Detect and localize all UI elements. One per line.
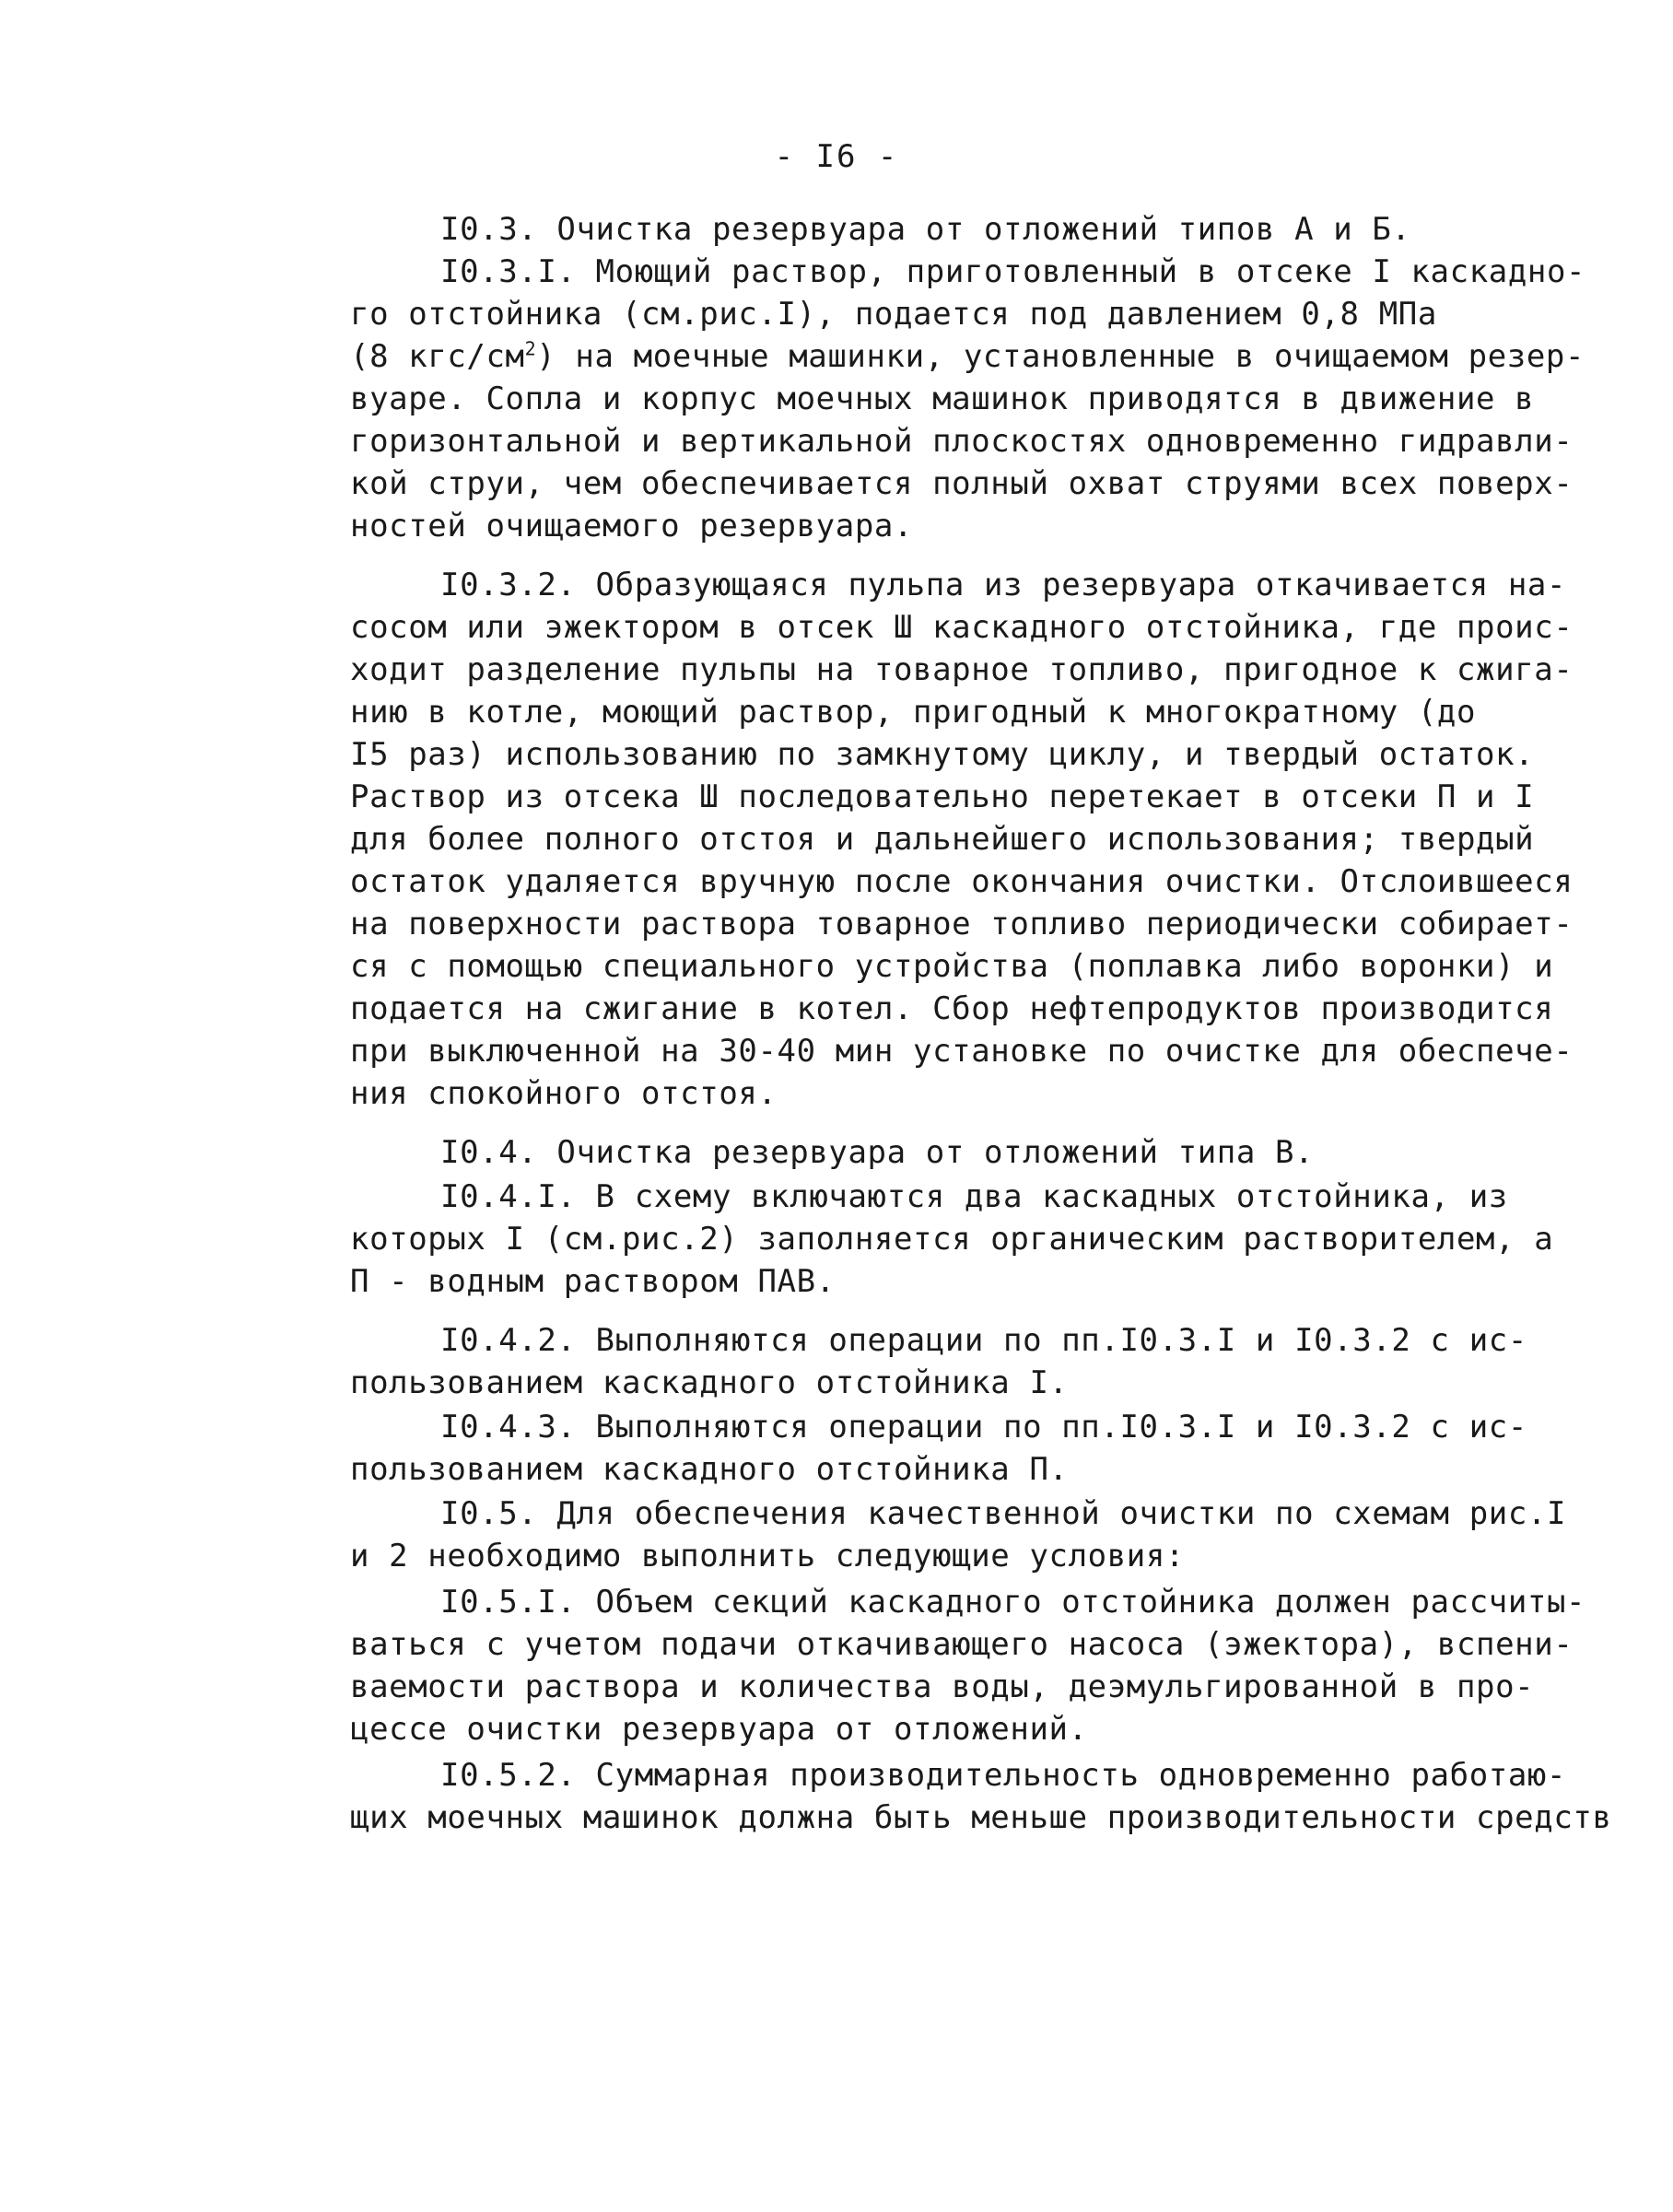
paragraph-line: ния спокойного отстоя. xyxy=(350,1075,778,1112)
paragraph-line: П - водным раствором ПАВ. xyxy=(350,1263,836,1300)
paragraph-line: ваемости раствора и количества воды, деэмульгированной в про- xyxy=(350,1668,1535,1705)
paragraph-line: пользованием каскадного отстойника П. xyxy=(350,1451,1069,1488)
paragraph-line: I0.5.I. Объем секций каскадного отстойника должен рассчиты- xyxy=(440,1584,1586,1621)
paragraph-line: I0.4.I. В схему включаются два каскадных отстойника, из xyxy=(440,1178,1508,1215)
paragraph-line: горизонтальной и вертикальной плоскостях одновременно гидравли- xyxy=(350,423,1574,460)
paragraph-line: I5 раз) использованию по замкнутому циклу, и твердый остаток. xyxy=(350,736,1535,773)
paragraph-line: ходит разделение пульпы на товарное топливо, пригодное к сжига- xyxy=(350,651,1574,688)
paragraph-line: I0.4.3. Выполняются операции по пп.I0.3.I и I0.3.2 с ис- xyxy=(440,1409,1527,1445)
paragraph-line: нию в котле, моющий раствор, пригодный к многократному (до xyxy=(350,694,1477,731)
section-heading-10-3: I0.3. Очистка резервуара от отложений типов А и Б. xyxy=(440,211,1411,248)
paragraph-line: вуаре. Сопла и корпус моечных машинок приводятся в движение в xyxy=(350,380,1535,417)
page-number: - I6 - xyxy=(774,138,899,175)
paragraph-line: при выключенной на 30-40 мин установке по очистке для обеспече- xyxy=(350,1033,1574,1070)
paragraph-line: ся с помощью специального устройства (поплавка либо воронки) и xyxy=(350,948,1554,985)
paragraph-line: остаток удаляется вручную после окончания очистки. Отслоившееся xyxy=(350,863,1574,900)
paragraph-line: подается на сжигание в котел. Сбор нефтепродуктов производится xyxy=(350,990,1554,1027)
paragraph-line: I0.5.2. Суммарная производительность одновременно работаю- xyxy=(440,1757,1567,1794)
paragraph-line: I0.3.I. Моющий раствор, приготовленный в отсеке I каскадно- xyxy=(440,253,1586,290)
paragraph-line: го отстойника (см.рис.I), подается под давлением 0,8 МПа xyxy=(350,296,1437,333)
paragraph-line: для более полного отстоя и дальнейшего использования; твердый xyxy=(350,821,1535,858)
paragraph-line: кой струи, чем обеспечивается полный охват струями всех поверх- xyxy=(350,465,1574,502)
paragraph-line: сосом или эжектором в отсек Ш каскадного отстойника, где проис- xyxy=(350,609,1574,646)
paragraph-line: цессе очистки резервуара от отложений. xyxy=(350,1711,1088,1748)
paragraph-line: щих моечных машинок должна быть меньше производительности средств xyxy=(350,1799,1612,1836)
paragraph-line: на поверхности раствора товарное топливо периодически собирает- xyxy=(350,906,1574,942)
section-heading-10-5: I0.5. Для обеспечения качественной очистки по схемам рис.I xyxy=(440,1495,1567,1532)
superscript: 2 xyxy=(524,337,537,360)
line-text: (8 кгс/см xyxy=(350,338,525,375)
paragraph-line: I0.3.2. Образующаяся пульпа из резервуара откачивается на- xyxy=(440,567,1567,603)
section-heading-10-4: I0.4. Очистка резервуара от отложений типа В. xyxy=(440,1134,1315,1171)
paragraph-line: ваться с учетом подачи откачивающего насоса (эжектора), вспени- xyxy=(350,1626,1574,1663)
paragraph-line: и 2 необходимо выполнить следующие условия: xyxy=(350,1538,1185,1574)
line-text: ) на моечные машинки, установленные в очищаемом резер- xyxy=(536,338,1585,375)
paragraph-line: пользованием каскадного отстойника I. xyxy=(350,1364,1069,1401)
paragraph-line xyxy=(350,335,1585,378)
paragraph-line: Раствор из отсека Ш последовательно перетекает в отсеки П и I xyxy=(350,778,1535,815)
paragraph-line: которых I (см.рис.2) заполняется органическим растворителем, а xyxy=(350,1221,1554,1258)
paragraph-line: ностей очищаемого резервуара. xyxy=(350,508,914,544)
paragraph-line: I0.4.2. Выполняются операции по пп.I0.3.I и I0.3.2 с ис- xyxy=(440,1322,1527,1359)
